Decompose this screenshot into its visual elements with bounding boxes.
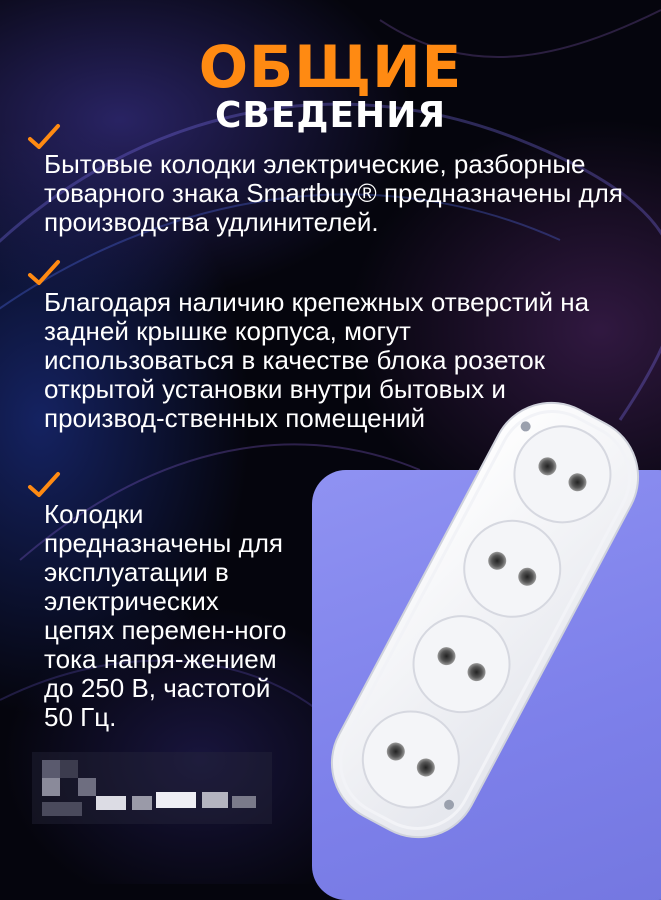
page-title: ОБЩИЕ [198, 33, 463, 101]
pixelated-logo-blur [32, 752, 272, 824]
check-icon [26, 258, 62, 288]
feature-text-1: Бытовые колодки электрические, разборные товарного знака Smartbuy® предназначены для производства удлинителей. [44, 149, 623, 237]
feature-text-2: Благодаря наличию крепежных отверстий на задней крышке корпуса, могут использоваться в качестве блока розеток открытой установки внутри бытовых и производ-ственных помещений [44, 287, 590, 433]
power-strip-image [320, 400, 650, 840]
check-icon [26, 470, 62, 500]
feature-text-3: Колодки предназначены для эксплуатации в электрических цепях перемен-ного тока напря-жением до 250 В, частотой 50 Гц. [44, 499, 287, 732]
page-subtitle: СВЕДЕНИЯ [214, 95, 447, 136]
check-icon [26, 122, 62, 152]
